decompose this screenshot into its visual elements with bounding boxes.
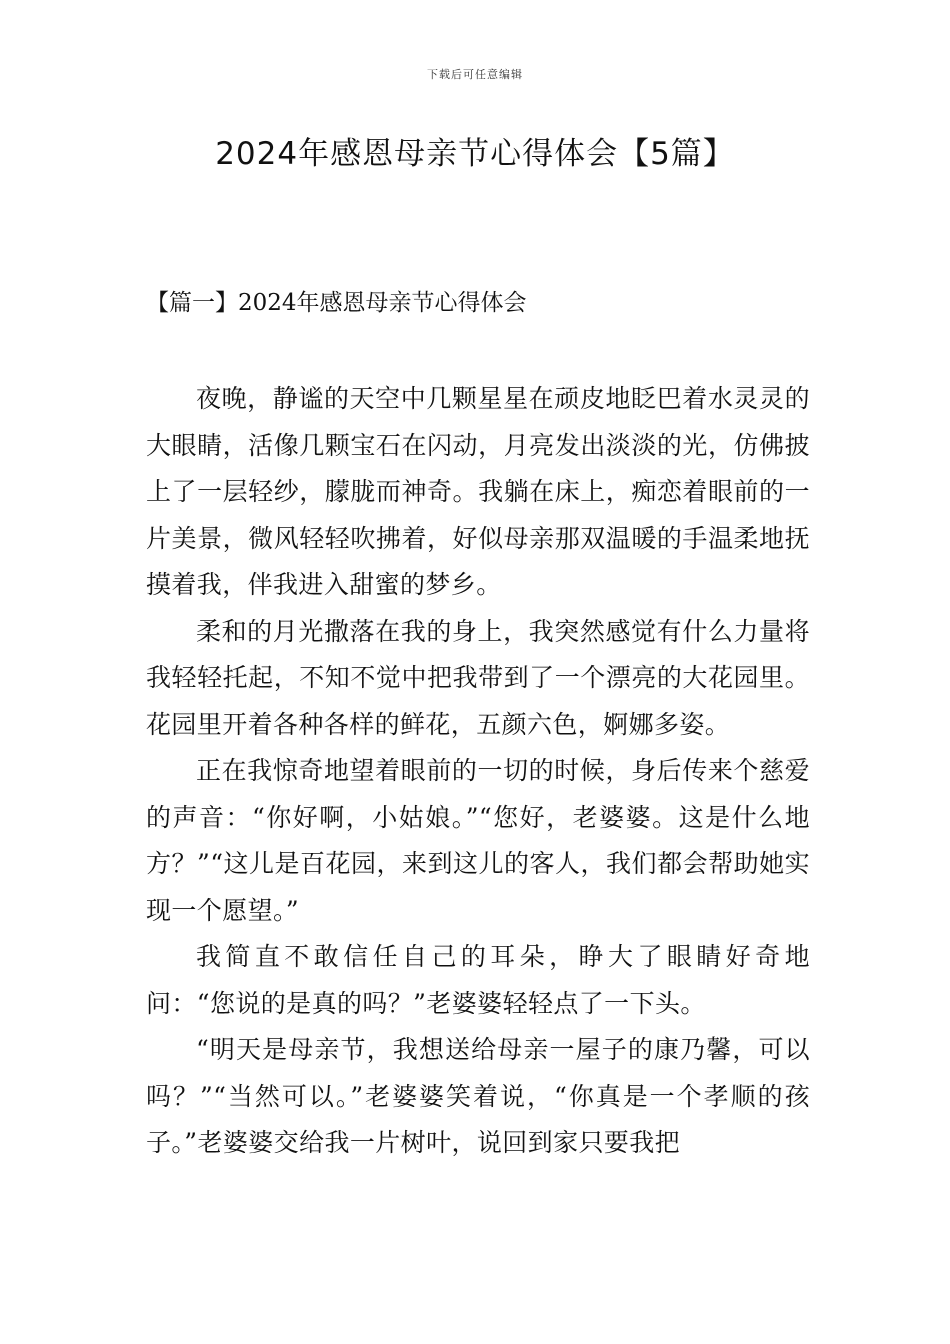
paragraph: 正在我惊奇地望着眼前的一切的时候，身后传来个慈爱的声音：“你好啊，小姑娘。”“您好，老婆婆。这是什么地方？”“这儿是百花园，来到这儿的客人，我们都会帮助她实现一个愿望。” — [146, 756, 810, 925]
paragraph: 我简直不敢信任自己的耳朵，睁大了眼睛好奇地问：“您说的是真的吗？”老婆婆轻轻点了一下头。 — [146, 942, 810, 1018]
body-text — [146, 376, 810, 1167]
section-heading: 【篇一】2024年感恩母亲节心得体会 — [146, 290, 527, 316]
header-note: 下载后可任意编辑 — [427, 68, 523, 81]
paragraph: 夜晚，静谧的天空中几颗星星在顽皮地眨巴着水灵灵的大眼睛，活像几颗宝石在闪动，月亮发出淡淡的光，仿佛披上了一层轻纱，朦胧而神奇。我躺在床上，痴恋着眼前的一片美景，微风轻轻吹拂着，好似母亲那双温暖的手温柔地抚摸着我，伴我进入甜蜜的梦乡。 — [146, 384, 810, 599]
paragraph: “明天是母亲节，我想送给母亲一屋子的康乃馨，可以吗？”“当然可以。”老婆婆笑着说，“你真是一个孝顺的孩子。”老婆婆交给我一片树叶，说回到家只要我把 — [146, 1035, 810, 1157]
paragraph: 柔和的月光撒落在我的身上，我突然感觉有什么力量将我轻轻托起，不知不觉中把我带到了一个漂亮的大花园里。花园里开着各种各样的鲜花，五颜六色，婀娜多姿。 — [146, 616, 810, 739]
document-title: 2024年感恩母亲节心得体会【5篇】 — [215, 136, 735, 172]
